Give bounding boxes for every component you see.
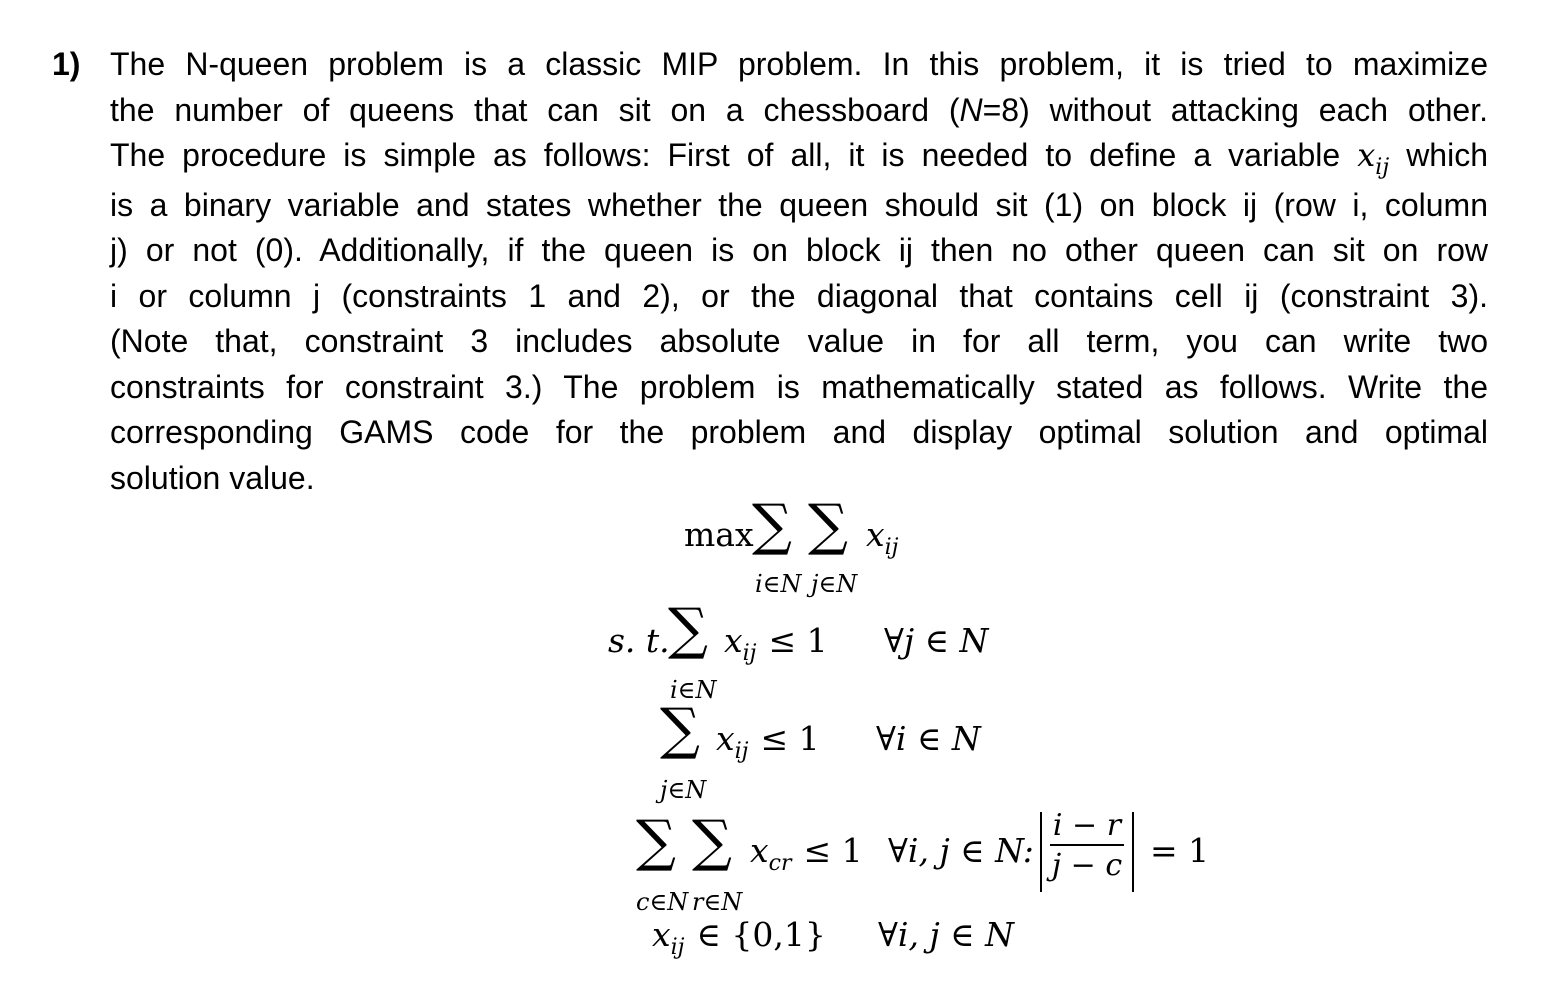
paragraph-line: corresponding GAMS code for the problem and display optimal solution and optimal bbox=[110, 414, 1488, 450]
constraint-term: $x_{cr} \le 1$ bbox=[750, 831, 863, 876]
sum-symbol: ∑ bbox=[660, 697, 700, 762]
problem-paragraph bbox=[110, 42, 1488, 501]
paragraph-line: The N-queen problem is a classic MIP problem. In this problem, it is tried to maximize bbox=[110, 46, 1488, 82]
paragraph-line: is a binary variable and states whether the queen should sit (1) on block ij (row i, column bbox=[110, 186, 1488, 223]
paragraph-line: (Note that, constraint 3 includes absolute value in for all term, you can write two bbox=[110, 323, 1488, 359]
sum-symbol: ∑ bbox=[668, 597, 708, 662]
abs-bar-right bbox=[1132, 812, 1134, 892]
forall-condition: ∀i, j ∈ N: bbox=[888, 831, 1034, 870]
fraction-numerator: i − r bbox=[1052, 808, 1122, 843]
n-variable: N bbox=[959, 91, 983, 128]
forall-condition: ∀i ∈ N bbox=[876, 719, 981, 758]
paragraph-line: The procedure is simple as follows: First of all, it is needed to define a variable $x_{ij}$ which bbox=[110, 136, 1489, 180]
sum-index: c∈N bbox=[636, 888, 689, 916]
paragraph-line: j) or not (0). Additionally, if the queen is on block ij then no other queen can sit on row bbox=[110, 232, 1488, 268]
objective-term: $x_{ij}$ bbox=[866, 515, 899, 560]
sum-index: i∈N bbox=[670, 676, 717, 704]
equals-one: = 1 bbox=[1150, 831, 1210, 870]
subject-to: s. t. bbox=[608, 621, 670, 660]
sum-symbol: ∑ bbox=[808, 493, 848, 558]
paragraph-line: solution value. bbox=[110, 459, 315, 496]
constraint-term: $x_{ij} \le 1$ bbox=[716, 719, 820, 764]
variable-x-ij: $x_{ij}$ bbox=[1357, 136, 1390, 180]
sum-symbol: ∑ bbox=[752, 493, 792, 558]
max-operator: max bbox=[684, 515, 754, 554]
problem-number: 1) bbox=[52, 46, 81, 82]
forall-condition: ∀i, j ∈ N bbox=[878, 915, 1014, 954]
constraint-term: $x_{ij} \le 1$ bbox=[724, 621, 828, 666]
paragraph-line: the number of queens that can sit on a chessboard (N=8) without attacking each other. bbox=[110, 91, 1489, 128]
binary-term: $x_{ij}$ ∈ {0,1} bbox=[652, 915, 826, 960]
paragraph-line: i or column j (constraints 1 and 2), or the diagonal that contains cell ij (constraint 3). bbox=[110, 277, 1488, 314]
sum-symbol: ∑ bbox=[636, 809, 676, 874]
fraction-bar bbox=[1050, 844, 1124, 846]
sum-index: i∈N bbox=[755, 570, 802, 598]
sum-symbol: ∑ bbox=[692, 809, 732, 874]
fraction-denominator: j − c bbox=[1051, 848, 1123, 883]
sum-index: j∈N bbox=[811, 570, 858, 598]
sum-index: j∈N bbox=[660, 776, 707, 804]
diagonal-fraction bbox=[1046, 808, 1128, 888]
sum-index: r∈N bbox=[692, 888, 743, 916]
paragraph-line: constraints for constraint 3.) The problem is mathematically stated as follows. Write the bbox=[110, 368, 1488, 405]
forall-condition: ∀j ∈ N bbox=[884, 621, 989, 660]
abs-bar-left bbox=[1040, 812, 1042, 892]
